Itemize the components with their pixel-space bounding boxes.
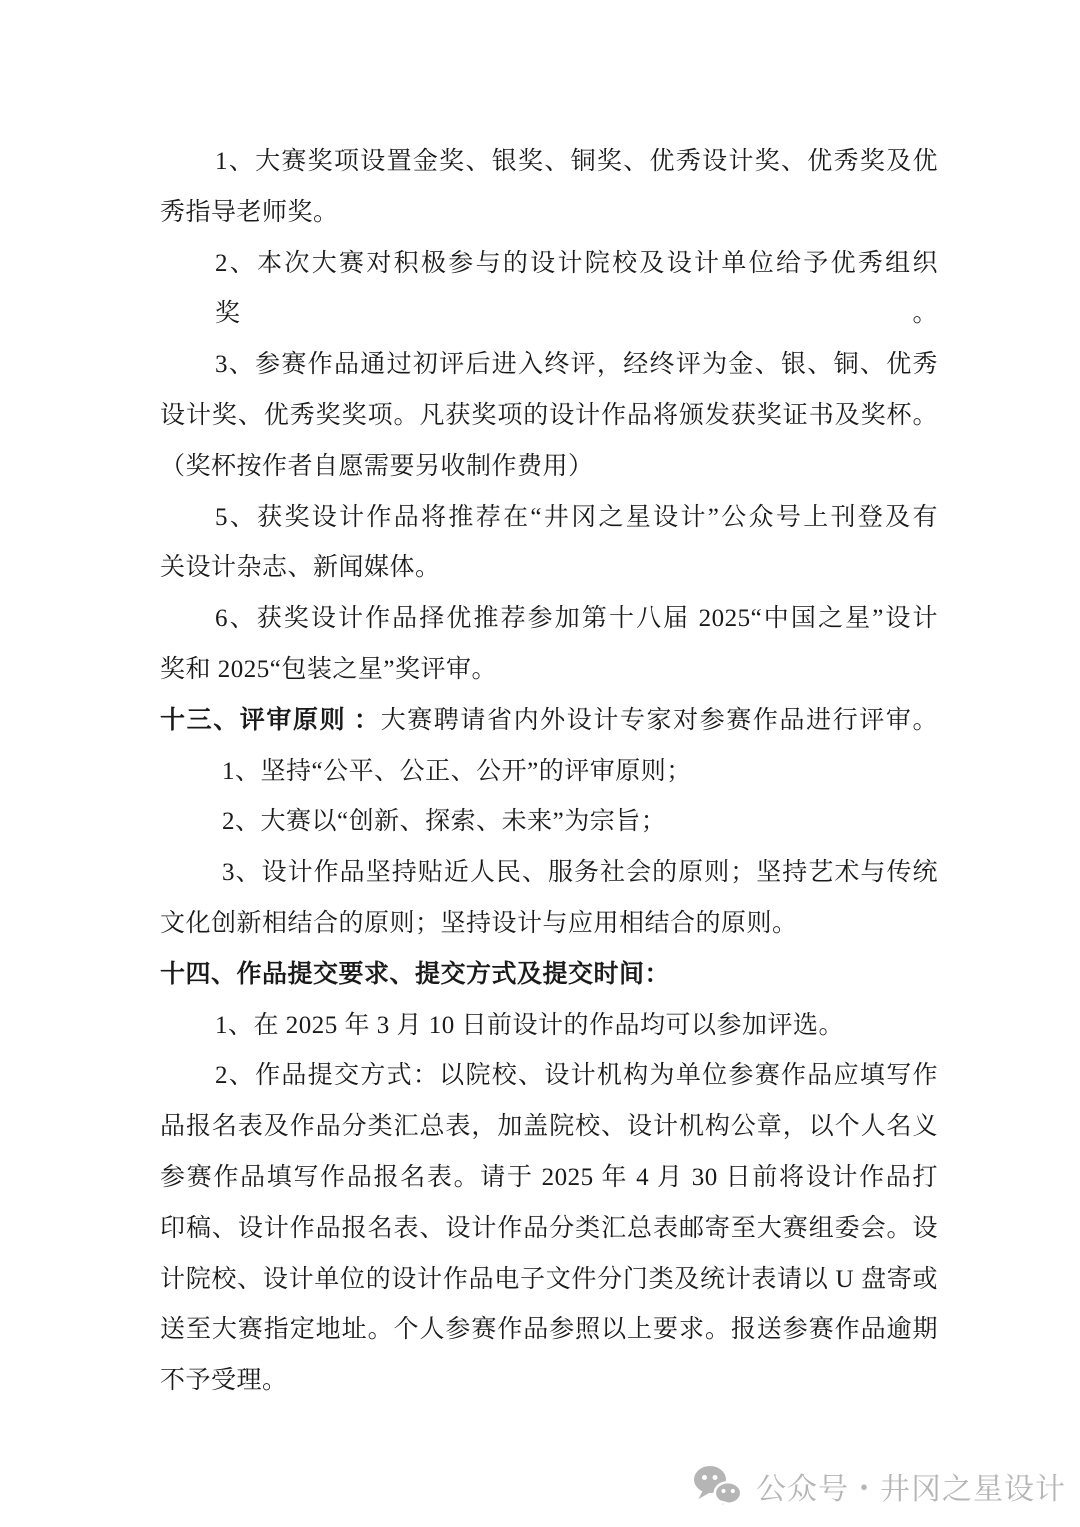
text-line	[160, 1356, 938, 1407]
line-text: 文化创新相结合的原则；坚持设计与应用相结合的原则。	[160, 909, 798, 937]
line-text: 送至大赛指定地址。个人参赛作品参照以上要求。报送参赛作品逾期	[160, 1316, 938, 1344]
line-text: 3、参赛作品通过初评后进入终评，经终评为金、银、铜、优秀	[215, 351, 938, 379]
text-line	[160, 950, 938, 1001]
text-line	[160, 747, 938, 798]
text-line	[160, 239, 938, 341]
wechat-watermark	[693, 1464, 1066, 1508]
line-text: 秀指导老师奖。	[160, 198, 339, 226]
text-line	[160, 1153, 938, 1204]
line-text: 设计奖、优秀奖奖项。凡获奖项的设计作品将颁发获奖证书及奖杯。	[160, 401, 938, 429]
text-line	[160, 1102, 938, 1153]
text-line	[160, 797, 938, 848]
line-text: 1、坚持“公平、公正、公开”的评审原则；	[222, 757, 692, 785]
text-line	[160, 1204, 938, 1255]
text-line	[160, 1051, 938, 1102]
line-text: 1、在 2025 年 3 月 10 日前设计的作品均可以参加评选。	[215, 1011, 845, 1039]
line-text: 3、设计作品坚持贴近人民、服务社会的原则；坚持艺术与传统	[222, 859, 938, 887]
line-text: 5、获奖设计作品将推荐在“井冈之星设计”公众号上刊登及有	[215, 503, 938, 531]
text-line	[160, 137, 938, 188]
line-text: 1、大赛奖项设置金奖、银奖、铜奖、优秀设计奖、优秀奖及优	[215, 148, 938, 175]
text-line	[160, 391, 938, 442]
text-line	[160, 543, 938, 594]
text-line	[160, 696, 938, 747]
line-text: 印稿、设计作品报名表、设计作品分类汇总表邮寄至大赛组委会。设	[160, 1214, 938, 1242]
line-text: 关设计杂志、新闻媒体。	[160, 554, 441, 582]
line-text: 参赛作品填写作品报名表。请于 2025 年 4 月 30 日前将设计作品打	[160, 1163, 938, 1191]
text-line	[160, 848, 938, 899]
text-line	[160, 1255, 938, 1306]
text-line	[160, 594, 938, 645]
text-line	[160, 442, 938, 493]
text-line	[160, 493, 938, 544]
wechat-icon	[693, 1465, 743, 1507]
text-line	[160, 340, 938, 391]
text-line	[160, 1305, 938, 1356]
line-text: 大赛聘请省内外设计专家对参赛作品进行评审。	[380, 706, 938, 734]
text-line	[160, 188, 938, 239]
line-text: 2、大赛以“创新、探索、未来”为宗旨；	[222, 808, 667, 836]
heading-text: 十四、作品提交要求、提交方式及提交时间：	[160, 960, 671, 988]
heading-text: 十三、评审原则 ：	[160, 706, 381, 734]
line-text: 品报名表及作品分类汇总表，加盖院校、设计机构公章，以个人名义	[160, 1113, 938, 1141]
line-text: （奖杯按作者自愿需要另收制作费用）	[160, 452, 594, 480]
line-text: 不予受理。	[160, 1367, 288, 1395]
line-text: 2、本次大赛对积极参与的设计院校及设计单位给予优秀组织奖。	[215, 249, 938, 328]
line-text: 计院校、设计单位的设计作品电子文件分门类及统计表请以 U 盘寄或	[160, 1265, 938, 1293]
watermark-label: 公众号・井冈之星设计	[756, 1473, 1066, 1506]
line-text: 6、获奖设计作品择优推荐参加第十八届 2025“中国之星”设计	[215, 605, 938, 633]
text-line	[160, 645, 938, 696]
document-body	[160, 137, 938, 1407]
text-line	[160, 899, 938, 950]
text-line	[160, 1001, 938, 1052]
line-text: 奖和 2025“包装之星”奖评审。	[160, 655, 497, 683]
line-text: 2、作品提交方式：以院校、设计机构为单位参赛作品应填写作	[215, 1062, 938, 1090]
